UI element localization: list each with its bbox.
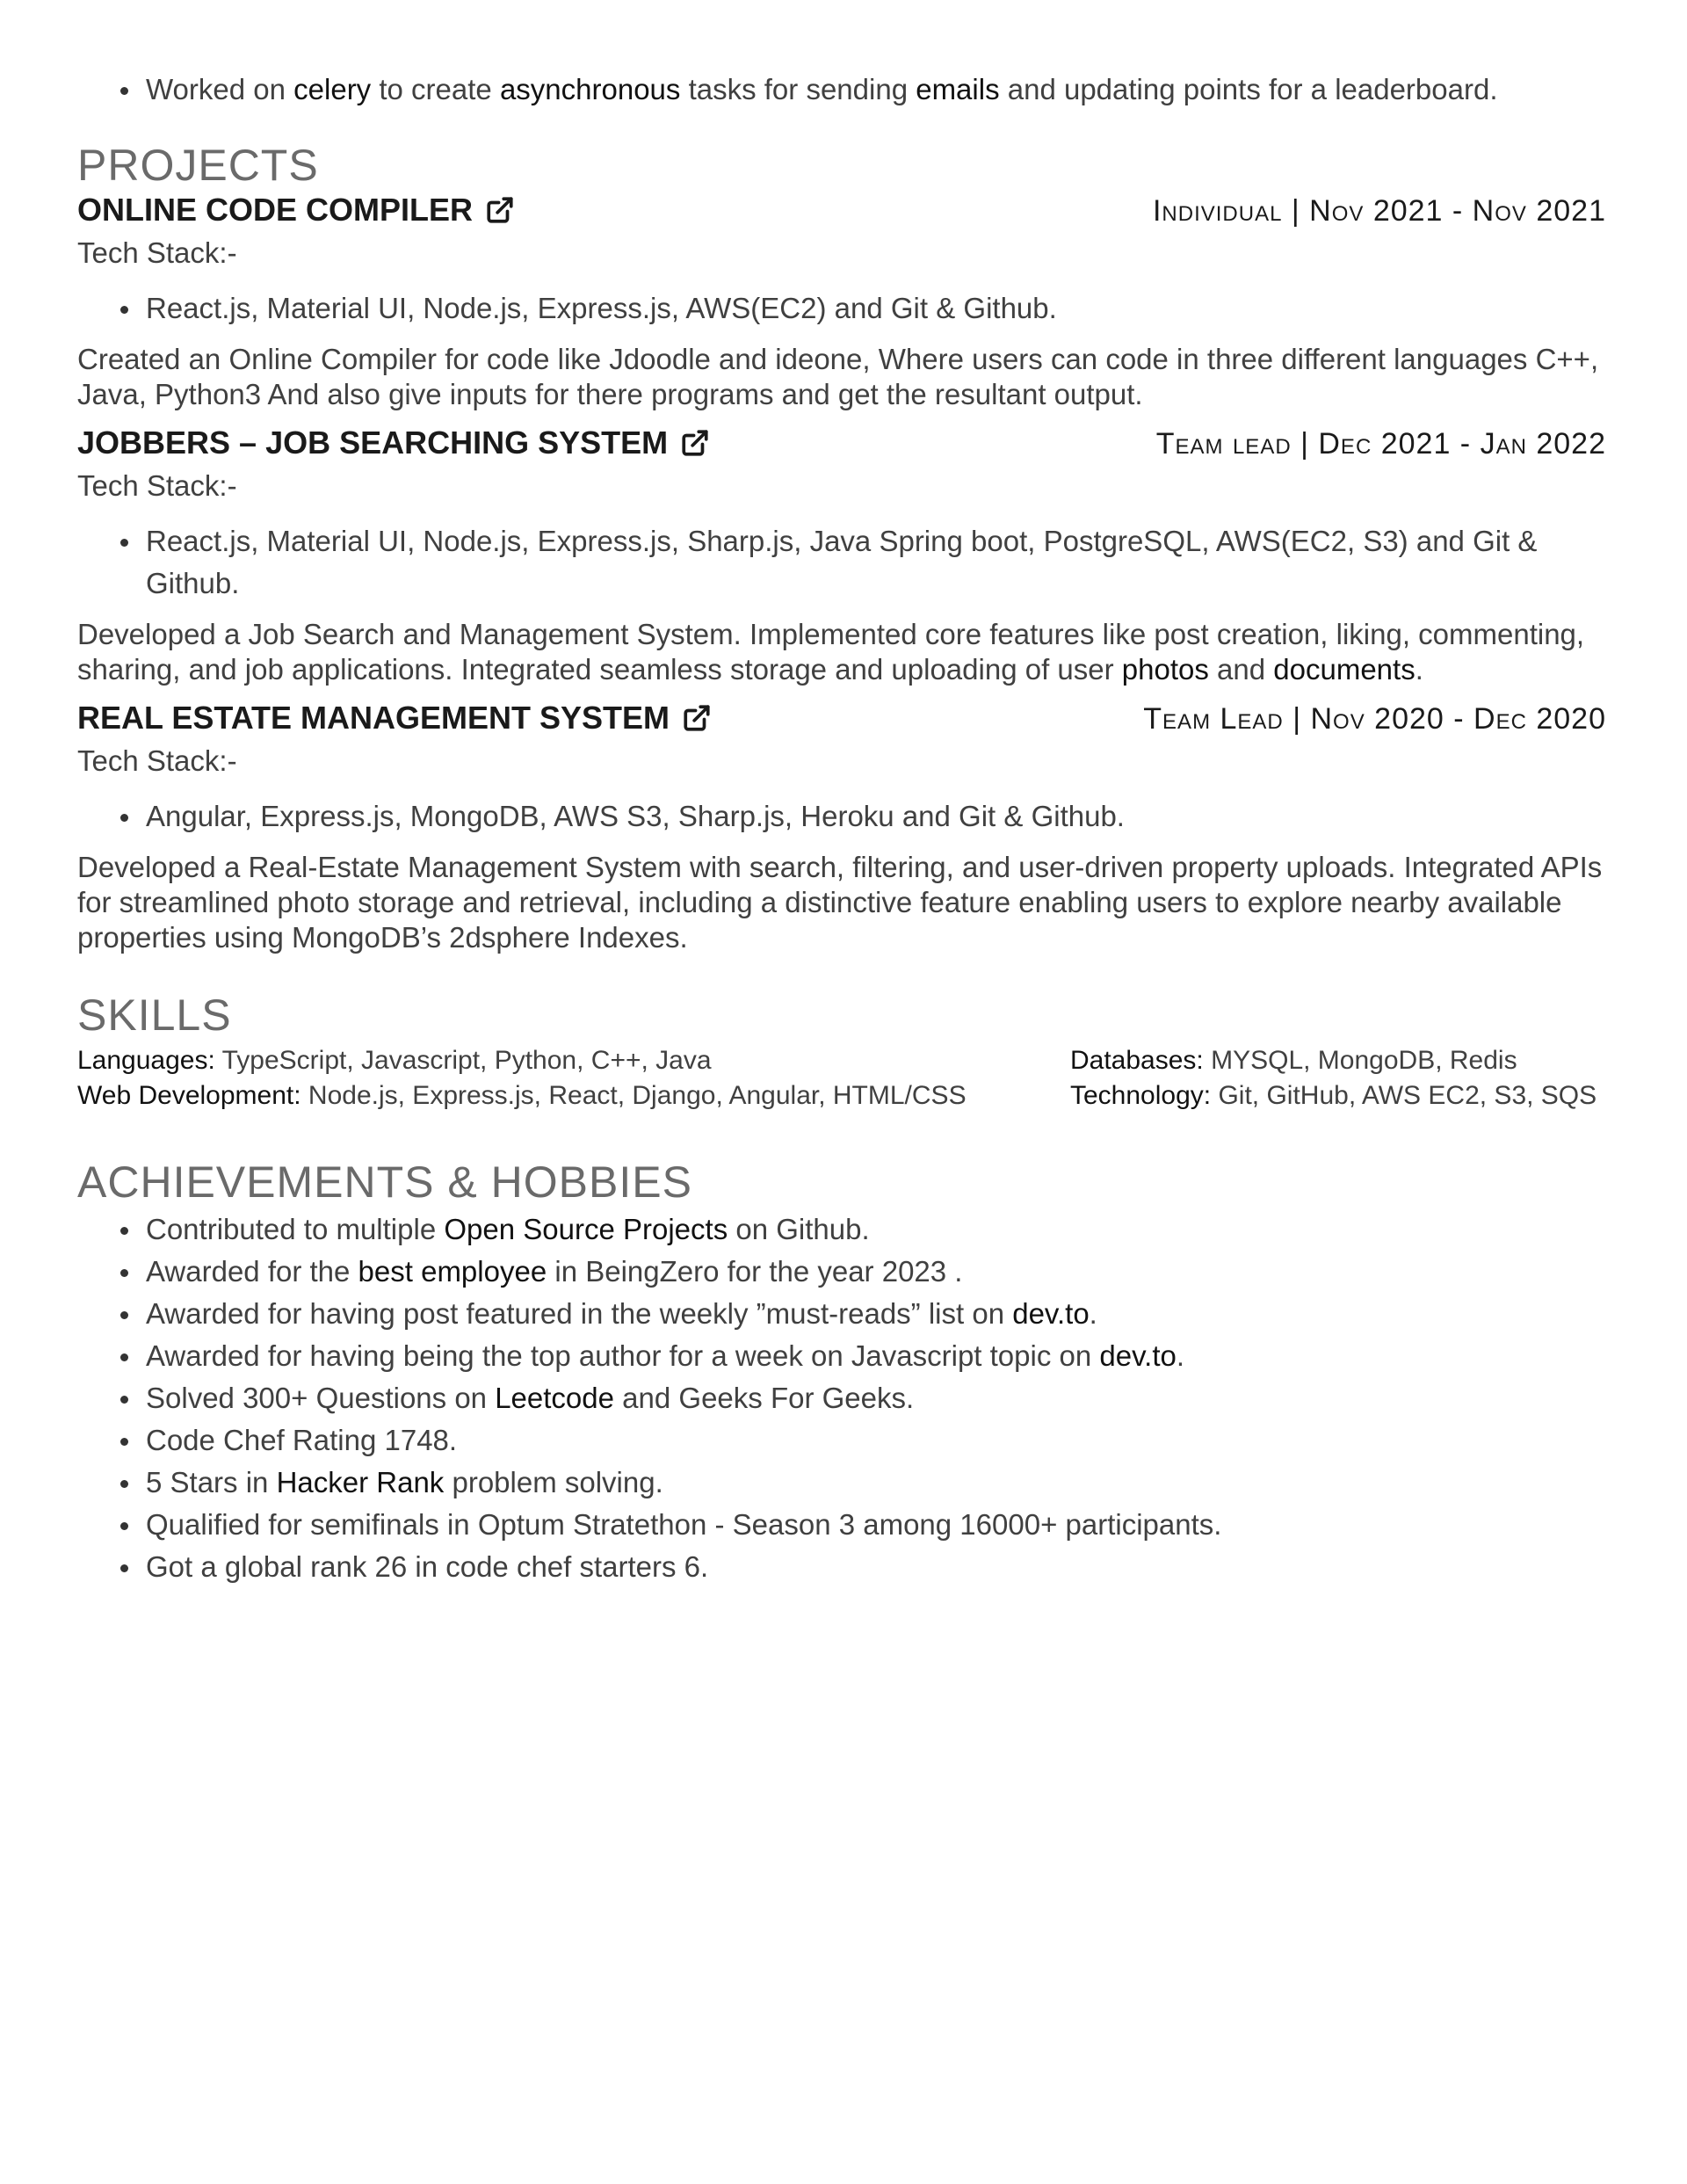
project-online-code-compiler xyxy=(77,192,1606,412)
tech-stack-label: Tech Stack:- xyxy=(77,744,237,777)
list-item: Awarded for the best employee in BeingZero for the year 2023 . xyxy=(146,1251,1606,1293)
list-item: Angular, Express.js, MongoDB, AWS S3, Sharp.js, Heroku and Git & Github. xyxy=(146,795,1606,838)
project-jobbers xyxy=(77,424,1606,687)
tech-stack-list xyxy=(77,287,1606,330)
project-name: REAL ESTATE MANAGEMENT SYSTEM xyxy=(77,700,670,736)
project-name: ONLINE CODE COMPILER xyxy=(77,192,474,228)
list-item: Awarded for having post featured in the weekly ”must-reads” list on dev.to. xyxy=(146,1293,1606,1335)
list-item: Solved 300+ Questions on Leetcode and Geeks For Geeks. xyxy=(146,1377,1606,1419)
skills-title: SKILLS xyxy=(77,990,232,1040)
project-description: Developed a Job Search and Management System. Implemented core features like post creation, liking, commenting, sharing, and job applications. Integrated seamless storage and uploading of user photos and documents. xyxy=(77,618,1585,686)
list-item: React.js, Material UI, Node.js, Express.js, AWS(EC2) and Git & Github. xyxy=(146,287,1606,330)
tech-stack-label: Tech Stack:- xyxy=(77,469,237,502)
projects-title: PROJECTS xyxy=(77,141,319,190)
list-item: Contributed to multiple Open Source Projects on Github. xyxy=(146,1208,1606,1251)
list-item: 5 Stars in Hacker Rank problem solving. xyxy=(146,1462,1606,1504)
external-link-icon[interactable] xyxy=(485,195,515,225)
project-header xyxy=(77,700,1606,736)
achievements-title: ACHIEVEMENTS & HOBBIES xyxy=(77,1157,692,1207)
project-meta: Team Lead | Nov 2020 - Dec 2020 xyxy=(1143,702,1606,736)
list-item: React.js, Material UI, Node.js, Express.js, Sharp.js, Java Spring boot, PostgreSQL, AWS(EC2, S3) and Git & Github. xyxy=(146,520,1606,605)
external-link-icon[interactable] xyxy=(682,703,712,733)
list-item: Code Chef Rating 1748. xyxy=(146,1419,1606,1462)
project-description: Developed a Real-Estate Management System with search, filtering, and user-driven property uploads. Integrated APIs for streamlined photo storage and retrieval, including a distinctive feature enabling users to explore nearby available properties using MongoDB’s 2dsphere Indexes. xyxy=(77,851,1603,954)
skill-databases: Databases: MYSQL, MongoDB, Redis xyxy=(1070,1046,1517,1075)
tech-stack-label: Tech Stack:- xyxy=(77,236,237,269)
skill-web-development: Web Development: Node.js, Express.js, React, Django, Angular, HTML/CSS xyxy=(77,1081,967,1110)
skill-technology: Technology: Git, GitHub, AWS EC2, S3, SQS xyxy=(1070,1081,1597,1110)
skills-section xyxy=(77,989,1606,1114)
project-meta: Individual | Nov 2021 - Nov 2021 xyxy=(1152,194,1606,228)
projects-section xyxy=(77,139,1606,955)
achievements-list xyxy=(77,1208,1606,1588)
tech-stack-list xyxy=(77,520,1606,605)
project-name: JOBBERS – JOB SEARCHING SYSTEM xyxy=(77,424,669,461)
project-meta: Team lead | Dec 2021 - Jan 2022 xyxy=(1155,427,1606,461)
project-description: Created an Online Compiler for code like Jdoodle and ideone, Where users can code in three different languages C++, Java, Python3 And also give inputs for there programs and get the resultant output. xyxy=(77,343,1599,410)
project-header xyxy=(77,192,1606,229)
project-real-estate xyxy=(77,700,1606,955)
project-header xyxy=(77,424,1606,461)
skills-grid xyxy=(77,1043,1606,1114)
list-item: Worked on celery to create asynchronous tasks for sending emails and updating points for a leaderboard. xyxy=(146,69,1606,111)
list-item: Got a global rank 26 in code chef starters 6. xyxy=(146,1546,1606,1588)
tech-stack-list xyxy=(77,795,1606,838)
skill-languages: Languages: TypeScript, Javascript, Python, C++, Java xyxy=(77,1046,712,1075)
external-link-icon[interactable] xyxy=(680,428,710,458)
experience-bullets xyxy=(77,69,1606,111)
achievements-section xyxy=(77,1156,1606,1588)
list-item: Awarded for having being the top author for a week on Javascript topic on dev.to. xyxy=(146,1335,1606,1377)
list-item: Qualified for semifinals in Optum Stratethon - Season 3 among 16000+ participants. xyxy=(146,1504,1606,1546)
